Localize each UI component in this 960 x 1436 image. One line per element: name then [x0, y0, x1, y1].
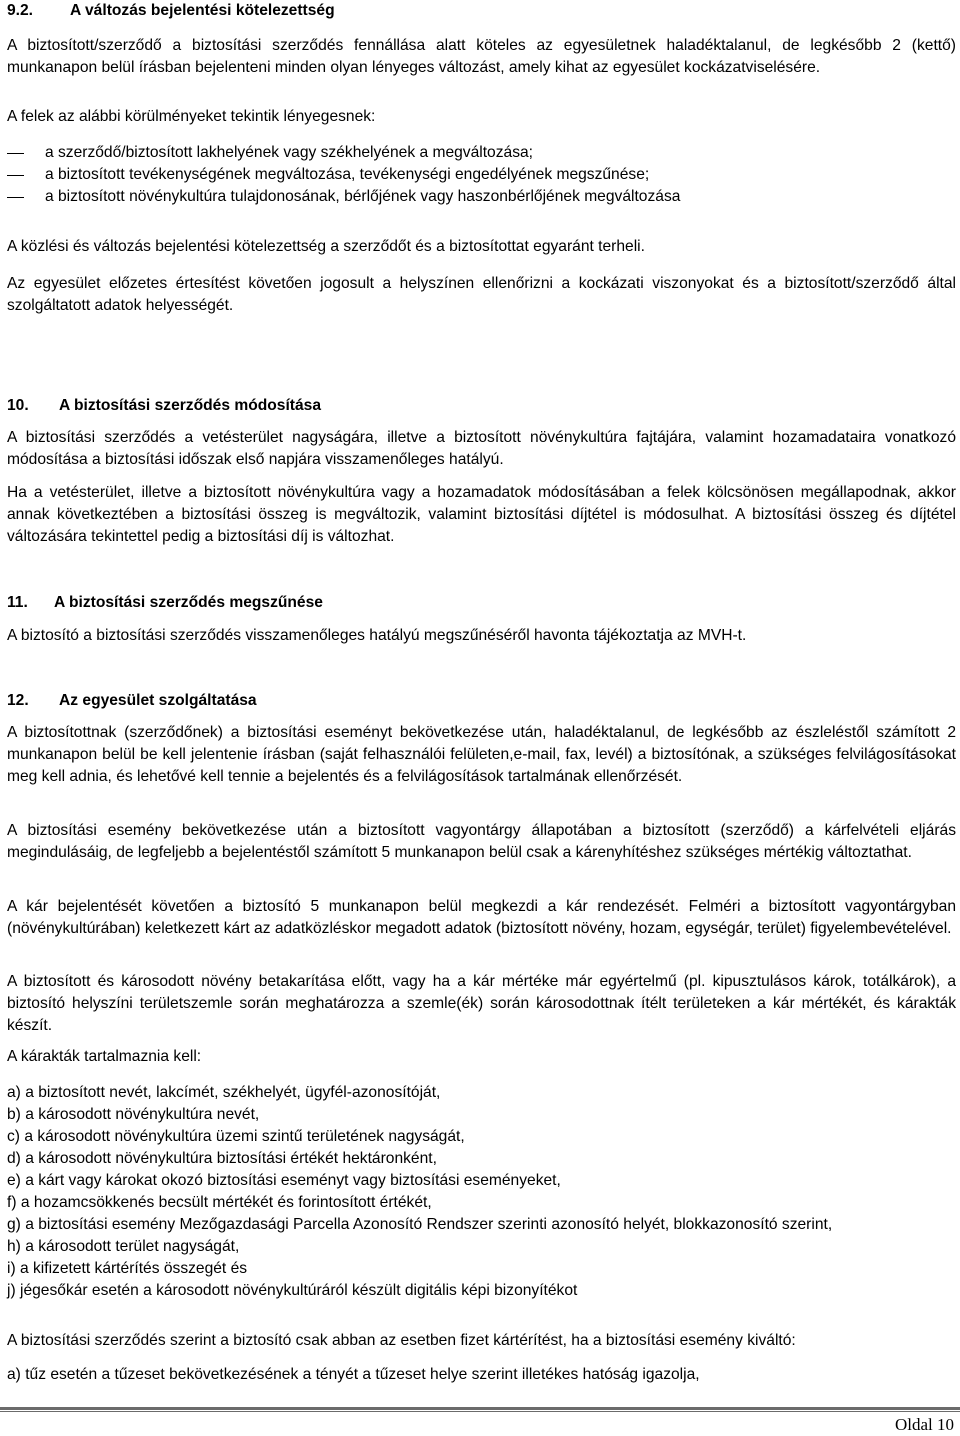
list-item-text: a biztosított tevékenységének megváltozása, tevékenységi engedélyének megszűnése;	[45, 166, 650, 183]
section-number: 10.	[7, 397, 29, 414]
section-title: Az egyesület szolgáltatása	[59, 692, 257, 709]
dash-bullet-icon	[7, 175, 24, 176]
list-item	[7, 142, 956, 164]
section-heading-9-2	[7, 0, 335, 22]
paragraph: A felek az alábbi körülményeket tekintik lényegesnek:	[7, 108, 376, 125]
list-item: i) a kifizetett kártérítés összegét és	[7, 1260, 248, 1277]
paragraph: a) tűz esetén a tűzeset bekövetkezésének a tényét a tűzeset helye szerint illetékes hatóság igazolja,	[7, 1366, 700, 1383]
dash-bullet-icon	[7, 197, 24, 198]
paragraph: A biztosítási szerződés szerint a biztosító csak abban az esetben fizet kártérítést, ha a biztosítási esemény kiváltó:	[7, 1332, 796, 1349]
paragraph: A biztosított/szerződő a biztosítási szerződés fennállása alatt köteles az egyesületnek haladéktalanul, de legkésőbb 2 (kettő) munkanapon belül írásban bejelenteni minden olyan lényeges változást, amely kihat az egyesület kockázatviselésére.	[7, 37, 956, 76]
section-heading-10	[7, 395, 321, 417]
paragraph: Ha a vetésterület, illetve a biztosított növénykultúra vagy a hozamadatok módosításában a felek kölcsönösen megállapodnak, akkor annak következtében a biztosítási összeg is megváltozik, valamint biztosítási díjtétel is módosulhat. A biztosítási összeg és díjtétel változására tekintettel pedig a biztosítási díj is változhat.	[7, 484, 956, 545]
list-item: g) a biztosítási esemény Mezőgazdasági Parcella Azonosító Rendszer szerinti azonosító helyét, blokkazonosító szerint,	[7, 1216, 833, 1233]
list-item: b) a károsodott növénykultúra nevét,	[7, 1106, 260, 1123]
paragraph: A biztosítottnak (szerződőnek) a biztosítási eseményt bekövetkezése után, haladéktalanul, de legkésőbb az észleléstől számított 2 munkanapon belül be kell jelentenie írásban (saját felhasználói felületen,e-mail, fax, levél) a biztosítónak, a szükséges felvilágosításokat meg kell adnia, és lehetővé kell tennie a bejelentés és a felvilágosítások tartalmának ellenőrzését.	[7, 724, 956, 785]
list-item: d) a károsodott növénykultúra biztosítási értékét hektáronként,	[7, 1150, 437, 1167]
paragraph: A biztosított és károsodott növény betakarítása előtt, vagy ha a kár mértéke már egyértelmű (pl. kipusztulásos károk, totálkárok), a biztosító helyszíni területszemle során meghatározza a szemle(ék) során károsodottnak ítélt területeken a kár mértékét, és kárakták készít.	[7, 973, 956, 1034]
footer-rule	[0, 1407, 960, 1410]
section-heading-11	[7, 592, 323, 614]
list-item: c) a károsodott növénykultúra üzemi szintű területének nagyságát,	[7, 1128, 465, 1145]
paragraph: Az egyesület előzetes értesítést követően jogosult a helyszínen ellenőrizni a kockázati viszonyokat és a biztosított/szerződő által szolgáltatott adatok helyességét.	[7, 275, 956, 314]
letter-list	[7, 1082, 956, 1302]
footer-rule	[0, 1411, 960, 1412]
list-item: e) a kárt vagy károkat okozó biztosítási eseményt vagy biztosítási eseményeket,	[7, 1172, 561, 1189]
list-item	[7, 164, 956, 186]
paragraph: A biztosítási esemény bekövetkezése után a biztosított vagyontárgy állapotában a biztosított (szerződő) a kárfelvételi eljárás megindulásáig, de legfeljebb a bejelentéstől számított 5 munkanapon belül csak a kárenyhítéshez szükséges mértékig változtathat.	[7, 822, 956, 861]
list-item	[7, 186, 956, 208]
paragraph: A kárakták tartalmaznia kell:	[7, 1048, 202, 1065]
paragraph: A biztosítási szerződés a vetésterület nagyságára, illetve a biztosított növénykultúra fajtájára, valamint hozamadataira vonatkozó módosítása a biztosítási időszak első napjára visszamenőleges hatályú.	[7, 429, 956, 468]
list-item: a) a biztosított nevét, lakcímét, székhelyét, ügyfél-azonosítóját,	[7, 1084, 441, 1101]
section-number: 12.	[7, 692, 29, 709]
section-title: A biztosítási szerződés módosítása	[59, 397, 321, 414]
paragraph: A biztosító a biztosítási szerződés visszamenőleges hatályú megszűnéséről havonta tájékoztatja az MVH-t.	[7, 627, 747, 644]
section-number: 9.2.	[7, 2, 34, 19]
section-heading-12	[7, 690, 257, 712]
dash-list	[7, 142, 956, 208]
list-item: j) jégesőkár esetén a károsodott növénykultúráról készült digitális képi bizonyítékot	[7, 1282, 578, 1299]
list-item: f) a hozamcsökkenés becsült mértékét és forintosított értékét,	[7, 1194, 432, 1211]
list-item-text: a biztosított növénykultúra tulajdonosának, bérlőjének vagy haszonbérlőjének megváltozása	[45, 188, 681, 205]
list-item: h) a károsodott terület nagyságát,	[7, 1238, 240, 1255]
section-title: A biztosítási szerződés megszűnése	[54, 594, 323, 611]
section-number: 11.	[7, 594, 28, 611]
paragraph: A közlési és változás bejelentési kötelezettség a szerződőt és a biztosítottat egyaránt terheli.	[7, 238, 645, 255]
dash-bullet-icon	[7, 153, 24, 154]
list-item-text: a szerződő/biztosított lakhelyének vagy székhelyének a megváltozása;	[45, 144, 534, 161]
page-number: Oldal 10	[894, 1415, 954, 1434]
paragraph: A kár bejelentését követően a biztosító 5 munkanapon belül megkezdi a kár rendezését. Felméri a biztosított vagyontárgyban (növénykultúrában) keletkezett kárt az adatközléskor megadott adatok (biztosított növény, hozam, egységár, terület) figyelembevételével.	[7, 898, 956, 937]
section-title: A változás bejelentési kötelezettség	[70, 2, 335, 19]
